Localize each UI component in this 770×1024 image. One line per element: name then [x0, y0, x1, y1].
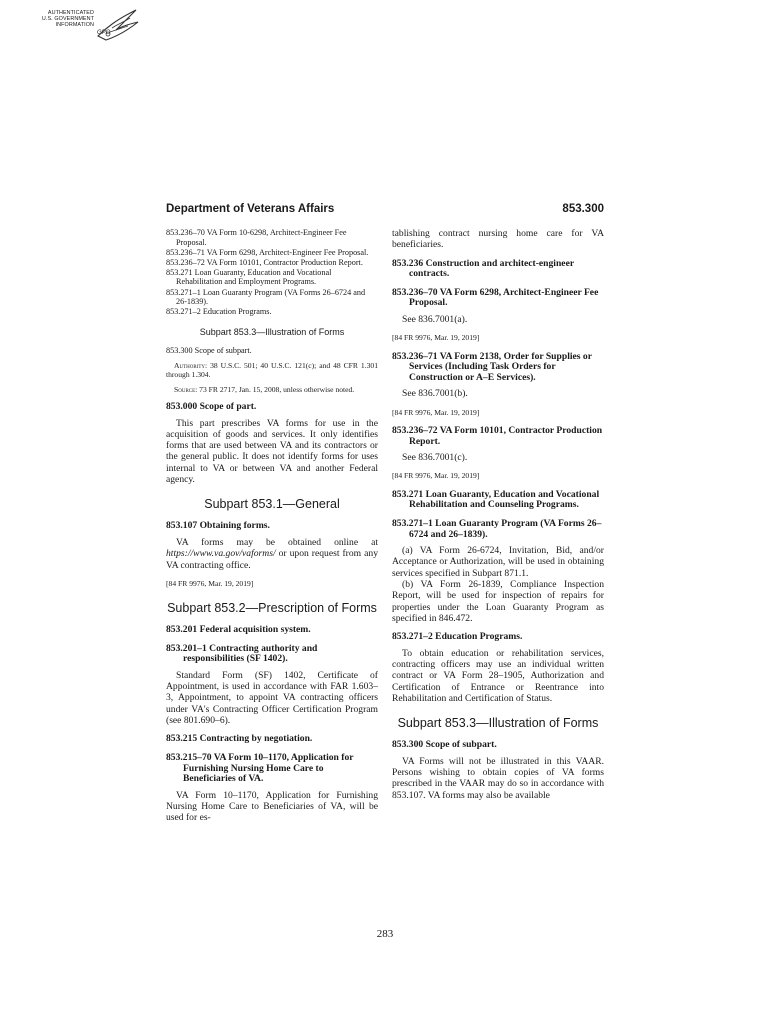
citation: [84 FR 9976, Mar. 19, 2019]	[392, 333, 480, 343]
running-head-section: 853.300	[562, 203, 604, 215]
section-text: (b) VA Form 26-1839, Compliance Inspection Report, will be used for inspection of repairs for properties under the Loan Guaranty Program as specified in 846.472.	[392, 578, 604, 624]
page-number: 283	[376, 928, 394, 940]
section-heading: 853.236 Construction and architect-engineer contracts.	[392, 257, 574, 280]
toc-item: 853.271 Loan Guaranty, Education and Vocational Rehabilitation and Employment Programs.	[166, 267, 332, 287]
cross-reference: See 836.7001(b).	[402, 388, 468, 400]
subpart-heading: Subpart 853.3—Illustration of Forms	[199, 326, 345, 337]
section-heading: 853.215 Contracting by negotiation.	[166, 733, 313, 745]
section-heading: 853.236–70 VA Form 6298, Architect-Engineer Fee Proposal.	[392, 286, 599, 309]
citation: [84 FR 9976, Mar. 19, 2019]	[392, 471, 480, 481]
section-heading: 853.271–2 Education Programs.	[392, 631, 523, 643]
section-text: VA Forms will not be illustrated in this VAAR. Persons wishing to obtain copies of VA forms prescribed in the VAAR may do so in accordance with 853.107. VA forms may also be available	[392, 755, 604, 801]
source-text: 73 FR 2717, Jan. 15, 2008, unless otherwise noted.	[197, 384, 355, 394]
citation: [84 FR 9976, Mar. 19, 2019]	[392, 407, 480, 417]
left-column	[166, 228, 378, 824]
subpart-heading: Subpart 853.3—Illustration of Forms	[397, 716, 599, 731]
section-text: This part prescribes VA forms for use in the acquisition of goods and services. It only identifies forms that are used between VA and its contractors or the general public. It does not identify forms for uses internal to VA or between VA and another Federal agency.	[166, 417, 378, 486]
toc-item: 853.271–2 Education Programs.	[166, 307, 272, 317]
gpo-line-3: INFORMATION	[55, 22, 94, 28]
section-heading: 853.236–71 VA Form 2138, Order for Supplies or Services (Including Task Orders for Construction or A–E Services).	[392, 350, 592, 383]
toc-item: 853.236–72 VA Form 10101, Contractor Production Report.	[166, 257, 363, 267]
toc-item: 853.300 Scope of subpart.	[166, 346, 252, 356]
section-text: VA Form 10–1170, Application for Furnishing Nursing Home Care to Beneficiaries of VA, will be used for es-	[166, 789, 378, 824]
running-head	[166, 203, 604, 219]
subpart-heading: Subpart 853.1—General	[204, 497, 340, 512]
toc-item: 853.271–1 Loan Guaranty Program (VA Forms 26–6724 and 26-1839).	[166, 287, 366, 307]
continued-text: tablishing contract nursing home care for VA beneficiaries.	[392, 228, 604, 251]
right-column	[392, 228, 604, 801]
text-run: VA forms may be obtained online at	[176, 536, 378, 548]
cross-reference: See 836.7001(a).	[402, 313, 468, 325]
running-head-agency: Department of Veterans Affairs	[166, 203, 335, 215]
gpo-line-1: AUTHENTICATED	[47, 10, 94, 16]
text-run: or upon request from any VA contracting office.	[166, 548, 378, 571]
toc-item: 853.236–71 VA Form 6298, Architect-Engineer Fee Proposal.	[166, 247, 369, 257]
citation: [84 FR 9976, Mar. 19, 2019]	[166, 578, 254, 588]
source-note	[166, 385, 378, 394]
gpo-label: GPO	[97, 30, 111, 36]
section-heading: 853.201–1 Contracting authority and responsibilities (SF 1402).	[166, 642, 318, 665]
authority-note	[166, 361, 378, 380]
section-heading: 853.236–72 VA Form 10101, Contractor Production Report.	[392, 424, 603, 447]
gpo-line-2: U.S. GOVERNMENT	[41, 16, 94, 22]
section-heading: 853.201 Federal acquisition system.	[166, 624, 311, 636]
authority-label: Authority:	[174, 360, 208, 370]
section-text: Standard Form (SF) 1402, Certificate of Appointment, is used in accordance with FAR 1.603–3, Appointment, to appoint VA contracting officers under VA's Contracting Officer Certification Program (see 801.690–6).	[166, 669, 378, 727]
section-heading: 853.300 Scope of subpart.	[392, 739, 497, 751]
source-label: Source:	[174, 384, 198, 394]
section-text: To obtain education or rehabilitation services, contracting officers may use an individual written contract or VA Form 28–1905, Authorization and Certification of Entrance or Reentrance into Rehabilitation and Certification of Status.	[392, 647, 604, 704]
authority-text: 38 U.S.C. 501; 40 U.S.C. 121(c); and 48 CFR 1.301 through 1.304.	[166, 360, 378, 380]
subpart-heading: Subpart 853.2—Prescription of Forms	[167, 601, 377, 616]
section-heading: 853.271 Loan Guaranty, Education and Vocational Rehabilitation and Counseling Programs.	[392, 488, 600, 511]
section-text: (a) VA Form 26-6724, Invitation, Bid, and/or Acceptance or Authorization, will be used in obtaining services specified in Subpart 871.1.	[392, 545, 604, 579]
forms-url-link[interactable]: https://www.va.gov/vaforms/	[166, 548, 276, 560]
section-heading: 853.000 Scope of part.	[166, 400, 257, 412]
section-text	[166, 537, 378, 571]
cross-reference: See 836.7001(c).	[402, 452, 468, 464]
section-heading: 853.107 Obtaining forms.	[166, 520, 270, 532]
section-heading: 853.215–70 VA Form 10–1170, Application for Furnishing Nursing Home Care to Beneficiaries of VA.	[166, 751, 354, 785]
section-heading: 853.271–1 Loan Guaranty Program (VA Forms 26–6724 and 26–1839).	[392, 517, 602, 540]
gpo-seal-text	[32, 10, 94, 28]
toc-item: 853.236–70 VA Form 10-6298, Architect-Engineer Fee Proposal.	[166, 228, 347, 247]
